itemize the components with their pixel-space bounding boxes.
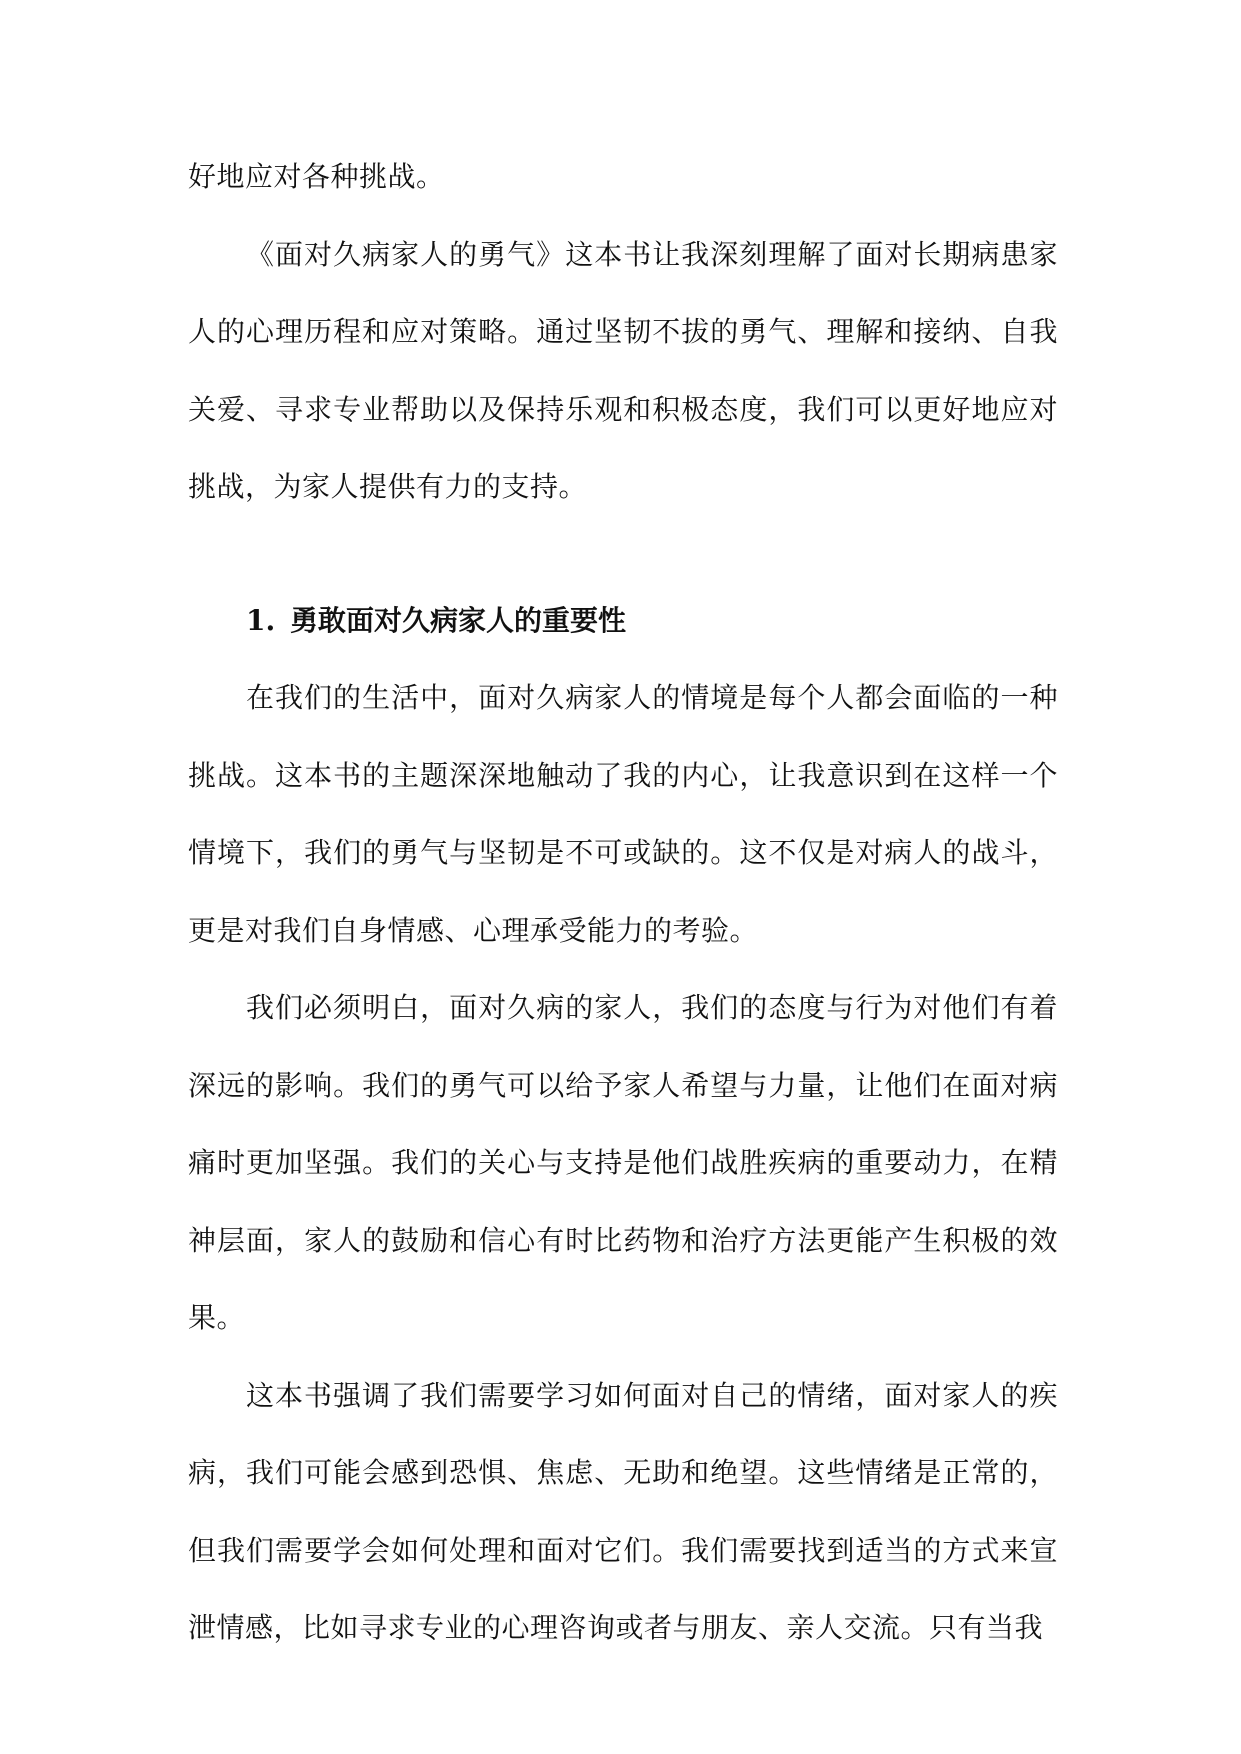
paragraph-importance: 在我们的生活中，面对久病家人的情境是每个人都会面临的一种挑战。这本书的主题深深地触动了我的内心，让我意识到在这样一个情境下，我们的勇气与坚韧是不可或缺的。这不仅是对病人的战斗，更是对我们自身情感、心理承受能力的考验。: [188, 681, 1058, 947]
paragraph-continuation: 好地应对各种挑战。: [188, 160, 445, 193]
paragraph-book-summary: 《面对久病家人的勇气》这本书让我深刻理解了面对长期病患家人的心理历程和应对策略。通过坚韧不拔的勇气、理解和接纳、自我关爱、寻求专业帮助以及保持乐观和积极态度，我们可以更好地应对挑战，为家人提供有力的支持。: [188, 237, 1058, 503]
paragraph-emotions: 这本书强调了我们需要学习如何面对自己的情绪，面对家人的疾病，我们可能会感到恐惧、焦虑、无助和绝望。这些情绪是正常的，但我们需要学会如何处理和面对它们。我们需要找到适当的方式来宣泄情感，比如寻求专业的心理咨询或者与朋友、亲人交流。只有当我: [188, 1378, 1058, 1644]
section-number: 1.: [246, 603, 276, 637]
paragraph-attitude: 我们必须明白，面对久病的家人，我们的态度与行为对他们有着深远的影响。我们的勇气可以给予家人希望与力量，让他们在面对病痛时更加坚强。我们的关心与支持是他们战胜疾病的重要动力，在精神层面，家人的鼓励和信心有时比药物和治疗方法更能产生积极的效果。: [188, 991, 1058, 1334]
section-heading: [188, 582, 1058, 660]
document-body: [188, 138, 1058, 1667]
section-title: 勇敢面对久病家人的重要性: [290, 603, 627, 637]
